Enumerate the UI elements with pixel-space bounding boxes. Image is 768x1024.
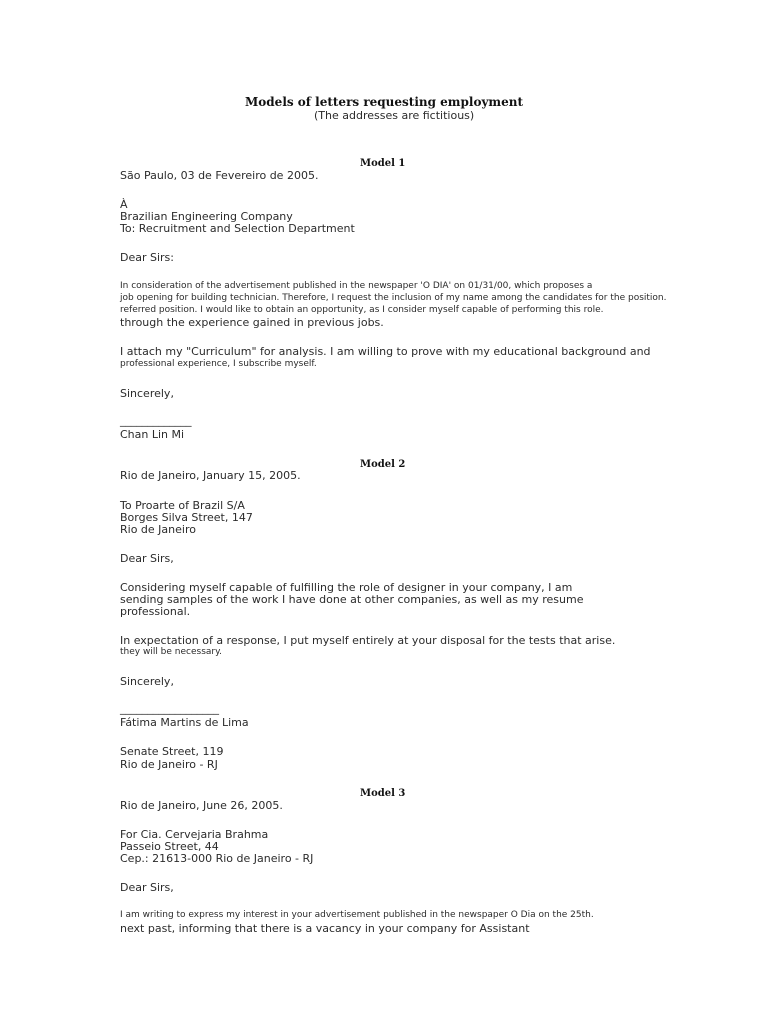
model-3-salutation: Dear Sirs, xyxy=(120,881,174,894)
model-2-body-line: sending samples of the work I have done at other companies, as well as my resume xyxy=(120,593,584,606)
model-2-recipient-line: To Proarte of Brazil S/A xyxy=(120,499,245,512)
model-1-body-line: professional experience, I subscribe myself. xyxy=(120,359,317,369)
model-2-body-line: they will be necessary. xyxy=(120,647,223,657)
model-2-signature-line: __________________ xyxy=(120,702,219,715)
model-1-body-line: In consideration of the advertisement published in the newspaper 'O DIA' on 01/31/00, which proposes a xyxy=(120,281,593,291)
model-1-recipient-line: To: Recruitment and Selection Department xyxy=(120,222,355,235)
model-1-signer-name: Chan Lin Mi xyxy=(120,428,185,441)
model-2-heading: Model 2 xyxy=(360,459,406,470)
model-2-salutation: Dear Sirs, xyxy=(120,552,174,565)
model-1-body-line: referred position. I would like to obtain an opportunity, as I consider myself capable of performing this role. xyxy=(120,305,604,315)
model-3-body-line: I am writing to express my interest in your advertisement published in the newspaper O Dia on the 25th. xyxy=(120,910,594,920)
model-2-sender-address-line: Rio de Janeiro - RJ xyxy=(120,758,218,771)
model-1-recipient-line: Brazilian Engineering Company xyxy=(120,210,293,223)
model-3-recipient-line: Cep.: 21613-000 Rio de Janeiro - RJ xyxy=(120,852,314,865)
model-2-closing: Sincerely, xyxy=(120,675,174,688)
model-1-signature-line: _____________ xyxy=(120,414,192,427)
model-1-closing: Sincerely, xyxy=(120,387,174,400)
model-1-heading: Model 1 xyxy=(360,158,406,169)
model-1-body-line: through the experience gained in previous jobs. xyxy=(120,316,384,329)
model-2-date: Rio de Janeiro, January 15, 2005. xyxy=(120,469,301,482)
model-2-recipient-line: Rio de Janeiro xyxy=(120,523,196,536)
model-1-recipient-line: À xyxy=(120,198,128,211)
model-1-body-line: I attach my "Curriculum" for analysis. I am willing to prove with my educational background and xyxy=(120,345,651,358)
model-2-signer-name: Fátima Martins de Lima xyxy=(120,716,249,729)
model-1-body-line: job opening for building technician. Therefore, I request the inclusion of my name among the candidates for the position. xyxy=(120,293,667,303)
model-3-heading: Model 3 xyxy=(360,788,406,799)
model-2-body-line: Considering myself capable of fulfilling the role of designer in your company, I am xyxy=(120,581,573,594)
model-2-recipient-line: Borges Silva Street, 147 xyxy=(120,511,253,524)
model-3-recipient-line: For Cia. Cervejaria Brahma xyxy=(120,828,269,841)
model-2-body-line: professional. xyxy=(120,605,191,618)
model-2-body-line: In expectation of a response, I put myself entirely at your disposal for the tests that arise. xyxy=(120,634,616,647)
model-3-body-line: next past, informing that there is a vacancy in your company for Assistant xyxy=(120,922,530,935)
document-subtitle: (The addresses are fictitious) xyxy=(314,109,475,122)
model-3-recipient-line: Passeio Street, 44 xyxy=(120,840,219,853)
model-1-salutation: Dear Sirs: xyxy=(120,251,174,264)
document-title: Models of letters requesting employment xyxy=(245,95,524,109)
model-2-sender-address-line: Senate Street, 119 xyxy=(120,745,224,758)
model-3-date: Rio de Janeiro, June 26, 2005. xyxy=(120,799,283,812)
model-1-date: São Paulo, 03 de Fevereiro de 2005. xyxy=(120,169,319,182)
